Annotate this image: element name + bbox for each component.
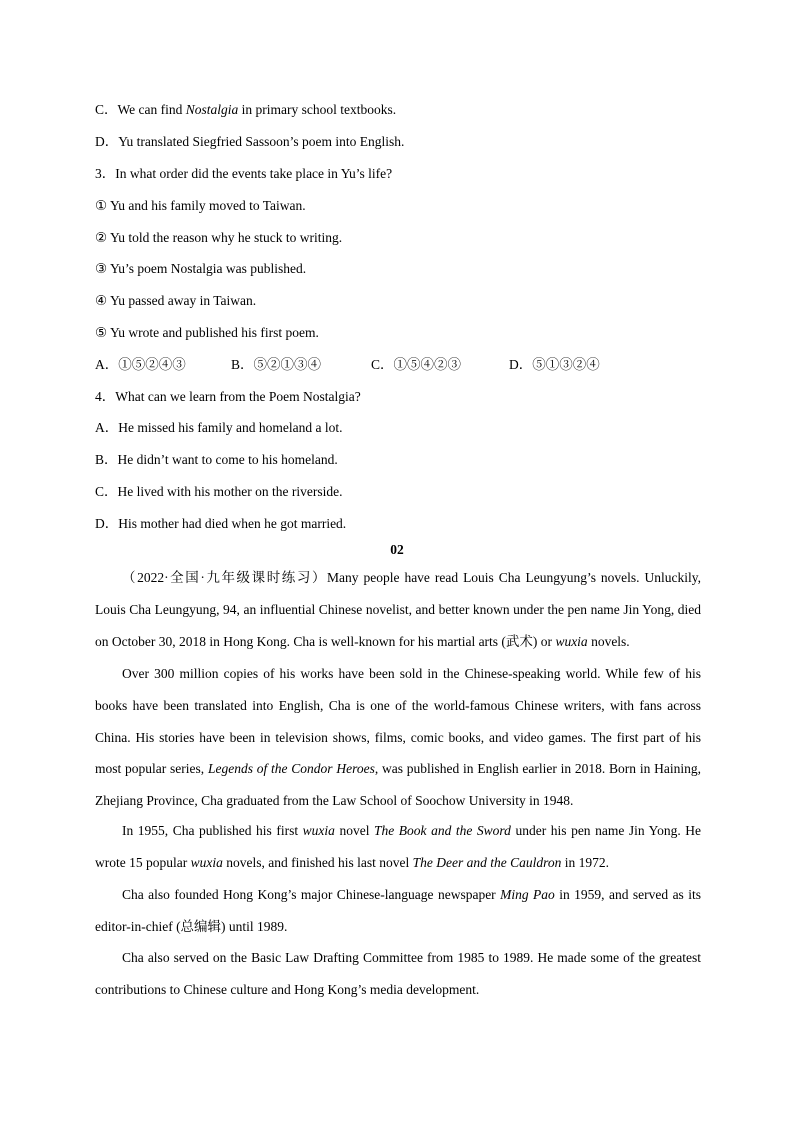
q3-choice-d: D．⑤①③②④ <box>509 357 600 372</box>
passage-paragraph-3 <box>95 815 701 879</box>
option-text: in primary school textbooks. <box>238 102 397 117</box>
passage-paragraph-4 <box>95 879 701 943</box>
paragraph-text: under his pen name Jin Yong. He wrote 15 popular <box>95 823 701 870</box>
paragraph-text: in 1972. <box>561 854 609 870</box>
q3-choices <box>95 356 695 374</box>
paragraph-text: In 1955, Cha published his first <box>122 823 303 838</box>
paragraph-text: （2022·全国·九年级课时练习）Many people have read Louis Cha Leungyung’s novels. Unluckily, Louis Cha Leungyung, 94, an influential Chinese novelist, and better known under the pen name Jin Yong, died on October 30, 2018 in Hong Kong. Cha is well-known for his martial arts (武术) or <box>95 570 701 649</box>
passage-paragraph-2 <box>95 658 701 817</box>
paragraph-italic: wuxia <box>302 823 335 838</box>
q3-choice-c: C．①⑤④②③ <box>371 357 462 372</box>
q3-event-1: ① Yu and his family moved to Taiwan. <box>95 198 306 213</box>
q4-option-c: C．He lived with his mother on the riverside. <box>95 484 343 499</box>
q3-stem: 3．In what order did the events take place in Yu’s life? <box>95 166 393 181</box>
q2-option-d: D．Yu translated Siegfried Sassoon’s poem into English. <box>95 134 405 149</box>
paragraph-text: novel <box>334 823 374 838</box>
q3-event-5: ⑤ Yu wrote and published his first poem. <box>95 325 319 340</box>
q3-choice-b: B．⑤②①③④ <box>231 357 322 372</box>
paragraph-text: Cha also founded Hong Kong’s major Chinese-language newspaper <box>122 887 501 902</box>
q2-option-c <box>95 101 396 119</box>
passage-paragraph-5: Cha also served on the Basic Law Drafting Committee from 1985 to 1989. He made some of the greatest contributions to Chinese culture and Hong Kong’s media development. <box>95 950 701 997</box>
paragraph-text: , was published in English earlier in 2018. Born in Haining, Zhejiang Province, Cha graduated from the Law School of Soochow University in 1948. <box>95 761 701 809</box>
passage-paragraph-1 <box>95 562 701 657</box>
paragraph-text: novels, and finished his last novel <box>222 854 413 870</box>
q4-option-d: D．His mother had died when he got married. <box>95 516 347 531</box>
paragraph-italic: Legends of the Condor Heroes <box>207 761 375 777</box>
paragraph-italic: The Deer and the Cauldron <box>412 854 562 870</box>
q3-choice-a: A．①⑤②④③ <box>95 357 186 372</box>
q3-event-3: ③ Yu’s poem Nostalgia was published. <box>95 261 307 276</box>
paragraph-text: Over 300 million copies of his works have been sold in the Chinese-speaking world. While few of his books have been translated into English, Cha is one of the world-famous Chinese writers, with fans across China. His stories have been in television shows, films, comic books, and video games. The first part of his most popular series, <box>95 666 701 777</box>
q3-event-2: ② Yu told the reason why he stuck to writing. <box>95 230 343 245</box>
q4-option-b: B．He didn’t want to come to his homeland. <box>95 452 338 467</box>
paragraph-italic: wuxia <box>555 633 588 649</box>
option-italic: Nostalgia <box>185 102 239 117</box>
q4-stem: 4．What can we learn from the Poem Nostalgia? <box>95 389 361 404</box>
paragraph-text: novels. <box>587 633 630 649</box>
q3-event-4: ④ Yu passed away in Taiwan. <box>95 293 257 308</box>
section-number: 02 <box>390 542 404 557</box>
option-text: C．We can find <box>95 102 186 117</box>
paragraph-italic: Ming Pao <box>500 887 555 902</box>
q4-option-a: A．He missed his family and homeland a lot. <box>95 420 343 435</box>
paragraph-italic: wuxia <box>190 854 223 870</box>
paragraph-italic: The Book and the Sword <box>374 823 511 838</box>
paragraph-text: in 1959, and served as its editor-in-chief (总编辑) until 1989. <box>95 887 702 934</box>
